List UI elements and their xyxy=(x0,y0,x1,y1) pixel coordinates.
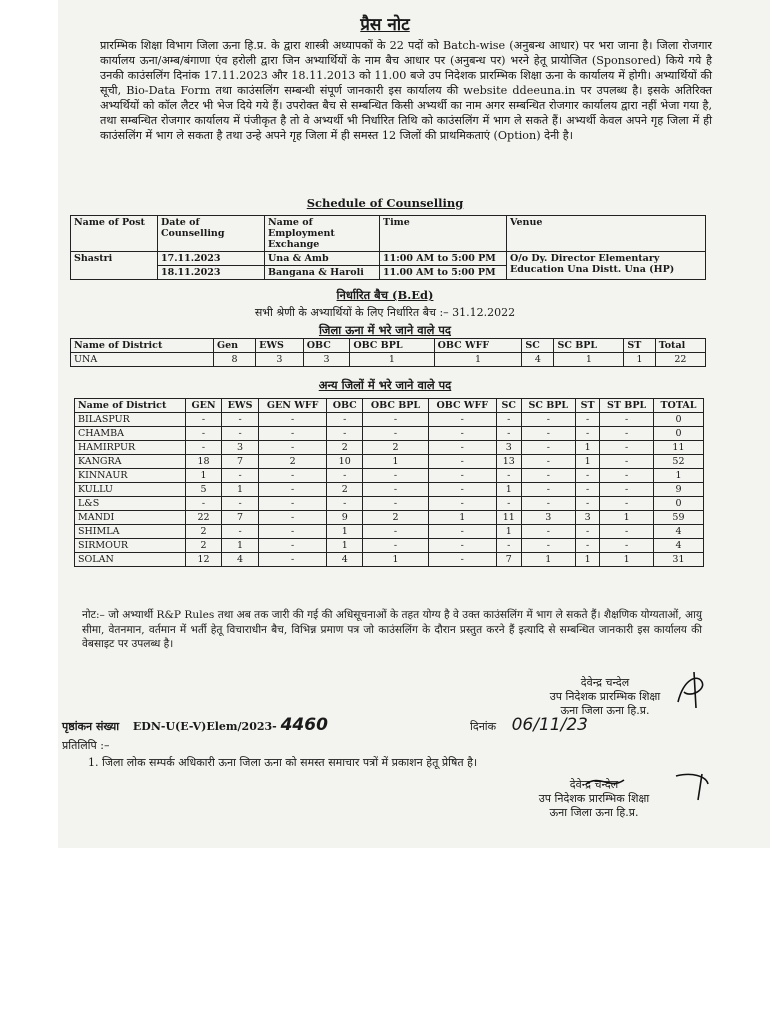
handwritten-date: 06/11/23 xyxy=(511,715,588,735)
value-cell: 2 xyxy=(363,441,428,455)
copy-label: प्रतिलिपि :– xyxy=(62,739,110,752)
value-cell: - xyxy=(521,427,575,441)
value-cell: 52 xyxy=(653,455,703,469)
district-cell: HAMIRPUR xyxy=(75,441,186,455)
header-cell: ST xyxy=(575,399,599,413)
signatory-name: देवेन्द्र चन्देल xyxy=(580,676,630,689)
table-row xyxy=(75,483,704,497)
date-label: दिनांक xyxy=(470,720,497,733)
exchange-cell: Bangana & Haroli xyxy=(265,266,380,280)
table-row xyxy=(75,497,704,511)
value-cell: - xyxy=(521,455,575,469)
table-body xyxy=(75,413,704,567)
district-cell: KANGRA xyxy=(75,455,186,469)
value-cell: - xyxy=(259,413,327,427)
value-cell: 1 xyxy=(575,455,599,469)
endorsement-date xyxy=(470,715,588,735)
signatory-designation: उप निदेशक प्रारम्भिक शिक्षा xyxy=(549,690,661,703)
value-cell: 9 xyxy=(327,511,363,525)
venue-cell: O/o Dy. Director Elementary Education Una Distt. Una (HP) xyxy=(507,252,706,280)
value-cell: - xyxy=(496,497,521,511)
value-cell: 5 xyxy=(185,483,221,497)
value-cell: - xyxy=(222,497,259,511)
district-cell: MANDI xyxy=(75,511,186,525)
note-paragraph: नोट:– जो अभ्यार्थी R&P Rules तथा अब तक जारी की गई की अधिसूचनाओं के तहत योग्य है वे उक्त काउंसलिंग में भाग ले सकते हैं। शैक्षणिक योग्यताओं, आयु सीमा, वेतनमान, वर्तमान में भर्ती हेतू विचाराधीन बैच, विभिन्न प्रमाण पत्र जो काउंसलिंग के दौरान प्रस्तुत करने हैं इत्यादि से सम्बन्धित जानकारी इस कार्यालय की वेबसाइट पर उपलब्ध है। xyxy=(82,609,702,650)
value-cell: - xyxy=(259,441,327,455)
value-cell: - xyxy=(363,525,428,539)
value-cell: 1 xyxy=(521,553,575,567)
value-cell: - xyxy=(428,427,496,441)
signature-scribble xyxy=(672,668,712,710)
header-cell: OBC BPL xyxy=(363,399,428,413)
value-cell: - xyxy=(428,539,496,553)
value-cell: - xyxy=(259,553,327,567)
batch-line: सभी श्रेणी के अभ्यार्थियों के लिए निर्धारित बैच :– 31.12.2022 xyxy=(254,306,516,319)
header-cell: Date of Counselling xyxy=(158,216,265,252)
table-row xyxy=(75,525,704,539)
schedule-heading: Schedule of Counselling xyxy=(306,196,464,210)
header-cell: Name of Employment Exchange xyxy=(265,216,380,252)
value-cell: - xyxy=(521,525,575,539)
value-cell: 1 xyxy=(624,353,655,367)
value-cell: - xyxy=(575,497,599,511)
value-cell: - xyxy=(428,455,496,469)
header-cell: SC BPL xyxy=(521,399,575,413)
district-cell: L&S xyxy=(75,497,186,511)
header-cell: OBC xyxy=(327,399,363,413)
value-cell: - xyxy=(521,441,575,455)
value-cell: - xyxy=(327,469,363,483)
value-cell: - xyxy=(521,469,575,483)
value-cell: - xyxy=(600,525,654,539)
value-cell: 3 xyxy=(222,441,259,455)
handwritten-number: 4460 xyxy=(280,715,328,735)
header-cell: GEN WFF xyxy=(259,399,327,413)
value-cell: - xyxy=(185,441,221,455)
value-cell: - xyxy=(185,497,221,511)
signatory-name: देवेन्द्र चन्देल xyxy=(569,778,619,791)
value-cell: 3 xyxy=(521,511,575,525)
header-cell: SC BPL xyxy=(554,339,624,353)
table-row xyxy=(71,353,706,367)
endorsement-line xyxy=(62,715,328,735)
table-row xyxy=(75,539,704,553)
value-cell: - xyxy=(428,525,496,539)
value-cell: 18 xyxy=(185,455,221,469)
value-cell: 2 xyxy=(259,455,327,469)
value-cell: - xyxy=(222,413,259,427)
value-cell: - xyxy=(259,427,327,441)
value-cell: 4 xyxy=(653,539,703,553)
value-cell: - xyxy=(222,525,259,539)
value-cell: 2 xyxy=(363,511,428,525)
value-cell: 22 xyxy=(185,511,221,525)
value-cell: - xyxy=(600,427,654,441)
value-cell: - xyxy=(575,427,599,441)
value-cell: 4 xyxy=(653,525,703,539)
table-row xyxy=(75,553,704,567)
value-cell: - xyxy=(327,413,363,427)
header-cell: SC xyxy=(496,399,521,413)
value-cell: 1 xyxy=(600,553,654,567)
value-cell: 1 xyxy=(363,553,428,567)
value-cell: - xyxy=(363,497,428,511)
district-cell: KULLU xyxy=(75,483,186,497)
value-cell: 4 xyxy=(327,553,363,567)
value-cell: 1 xyxy=(222,483,259,497)
value-cell: 8 xyxy=(213,353,255,367)
header-cell: Total xyxy=(655,339,705,353)
value-cell: 2 xyxy=(327,441,363,455)
value-cell: 7 xyxy=(496,553,521,567)
value-cell: 10 xyxy=(327,455,363,469)
value-cell: - xyxy=(575,483,599,497)
date-cell: 18.11.2023 xyxy=(158,266,265,280)
una-table-heading: जिला ऊना में भरे जाने वाले पद xyxy=(318,323,452,337)
value-cell: - xyxy=(259,483,327,497)
value-cell: 1 xyxy=(434,353,522,367)
value-cell: - xyxy=(600,539,654,553)
value-cell: - xyxy=(428,441,496,455)
value-cell: - xyxy=(363,539,428,553)
value-cell: 3 xyxy=(496,441,521,455)
value-cell: - xyxy=(600,413,654,427)
value-cell: - xyxy=(496,427,521,441)
header-cell: EWS xyxy=(256,339,304,353)
signatory-office: ऊना जिला ऊना हि.प्र. xyxy=(549,806,639,819)
table-row xyxy=(75,511,704,525)
value-cell: 4 xyxy=(222,553,259,567)
value-cell: - xyxy=(222,427,259,441)
value-cell: 3 xyxy=(303,353,350,367)
value-cell: - xyxy=(259,469,327,483)
value-cell: 2 xyxy=(327,483,363,497)
value-cell: - xyxy=(222,469,259,483)
value-cell: - xyxy=(259,539,327,553)
value-cell: - xyxy=(363,427,428,441)
table-row xyxy=(75,427,704,441)
batch-heading: निर्धारित बैच (B.Ed) xyxy=(336,288,434,302)
value-cell: 7 xyxy=(222,511,259,525)
value-cell: 4 xyxy=(522,353,554,367)
value-cell: 1 xyxy=(575,553,599,567)
value-cell: - xyxy=(575,525,599,539)
value-cell: - xyxy=(428,469,496,483)
district-cell: KINNAUR xyxy=(75,469,186,483)
table-row xyxy=(75,441,704,455)
value-cell: - xyxy=(496,469,521,483)
value-cell: - xyxy=(327,497,363,511)
district-cell: CHAMBA xyxy=(75,427,186,441)
value-cell: 0 xyxy=(653,413,703,427)
value-cell: 1 xyxy=(496,525,521,539)
value-cell: 1 xyxy=(185,469,221,483)
header-cell: Name of District xyxy=(75,399,186,413)
header-cell: Time xyxy=(380,216,507,252)
value-cell: - xyxy=(575,539,599,553)
table-row xyxy=(71,252,706,266)
header-cell: OBC WFF xyxy=(434,339,522,353)
value-cell: 1 xyxy=(575,441,599,455)
value-cell: - xyxy=(521,497,575,511)
signature-block-1 xyxy=(520,676,690,718)
district-cell: BILASPUR xyxy=(75,413,186,427)
other-districts-table xyxy=(74,398,704,567)
value-cell: 3 xyxy=(256,353,304,367)
value-cell: - xyxy=(185,427,221,441)
page-title: प्रैस नोट xyxy=(360,15,410,35)
value-cell: 13 xyxy=(496,455,521,469)
value-cell: 1 xyxy=(554,353,624,367)
district-cell: SHIMLA xyxy=(75,525,186,539)
value-cell: 0 xyxy=(653,427,703,441)
value-cell: - xyxy=(428,483,496,497)
district-cell: SOLAN xyxy=(75,553,186,567)
value-cell: - xyxy=(363,413,428,427)
header-cell: ST BPL xyxy=(600,399,654,413)
value-cell: - xyxy=(600,469,654,483)
value-cell: - xyxy=(259,497,327,511)
signatory-office: ऊना जिला ऊना हि.प्र. xyxy=(560,704,650,717)
header-cell: OBC WFF xyxy=(428,399,496,413)
header-cell: OBC BPL xyxy=(350,339,434,353)
table-row xyxy=(75,455,704,469)
header-cell: EWS xyxy=(222,399,259,413)
district-cell: SIRMOUR xyxy=(75,539,186,553)
value-cell: - xyxy=(521,539,575,553)
value-cell: 1 xyxy=(327,525,363,539)
value-cell: 1 xyxy=(363,455,428,469)
value-cell: - xyxy=(600,455,654,469)
table-row xyxy=(75,469,704,483)
value-cell: - xyxy=(259,511,327,525)
signature-scribble xyxy=(580,770,720,810)
value-cell: - xyxy=(575,413,599,427)
value-cell: - xyxy=(600,483,654,497)
copy-item: 1. जिला लोक सम्पर्क अधिकारी ऊना जिला ऊना को समस्त समाचार पत्रों में प्रकाशन हेतू प्रेषित है। xyxy=(88,756,478,769)
time-cell: 11:00 AM to 5:00 PM xyxy=(380,252,507,266)
value-cell: 1 xyxy=(222,539,259,553)
header-cell: Name of Post xyxy=(71,216,158,252)
value-cell: 11 xyxy=(653,441,703,455)
value-cell: - xyxy=(327,427,363,441)
other-table-heading: अन्य जिलों में भरे जाने वाले पद xyxy=(318,378,452,392)
value-cell: 2 xyxy=(185,525,221,539)
value-cell: - xyxy=(575,469,599,483)
value-cell: - xyxy=(521,483,575,497)
value-cell: - xyxy=(521,413,575,427)
value-cell: 1 xyxy=(428,511,496,525)
value-cell: 11 xyxy=(496,511,521,525)
header-cell: OBC xyxy=(303,339,350,353)
endorsement-label: पृष्ठांकन संख्या xyxy=(62,720,120,733)
value-cell: 1 xyxy=(600,511,654,525)
value-cell: - xyxy=(496,413,521,427)
value-cell: 1 xyxy=(327,539,363,553)
value-cell: 9 xyxy=(653,483,703,497)
header-cell: Name of District xyxy=(71,339,214,353)
endorsement-number: EDN-U(E-V)Elem/2023- xyxy=(132,720,277,733)
header-cell: Venue xyxy=(507,216,706,252)
district-cell: UNA xyxy=(71,353,214,367)
value-cell: 2 xyxy=(185,539,221,553)
value-cell: - xyxy=(496,539,521,553)
header-cell: SC xyxy=(522,339,554,353)
value-cell: 1 xyxy=(350,353,434,367)
value-cell: 1 xyxy=(496,483,521,497)
signatory-designation: उप निदेशक प्रारम्भिक शिक्षा xyxy=(538,792,650,805)
value-cell: - xyxy=(259,525,327,539)
header-cell: Gen xyxy=(213,339,255,353)
header-cell: ST xyxy=(624,339,655,353)
value-cell: - xyxy=(428,553,496,567)
table-header-row xyxy=(71,339,706,353)
value-cell: 1 xyxy=(653,469,703,483)
value-cell: - xyxy=(363,469,428,483)
value-cell: 7 xyxy=(222,455,259,469)
value-cell: 0 xyxy=(653,497,703,511)
table-header-row xyxy=(75,399,704,413)
una-posts-table xyxy=(70,338,706,367)
value-cell: - xyxy=(428,413,496,427)
table-row xyxy=(75,413,704,427)
value-cell: - xyxy=(363,483,428,497)
intro-paragraph: प्रारम्भिक शिक्षा विभाग जिला ऊना हि.प्र. के द्वारा शास्त्री अध्यापकों के 22 पदों को Batch-wise (अनुबन्ध आधार) पर भरा जाना है। जिला रोजगार कार्यालय ऊना/अम्ब/बंगाणा एंव हरोली द्वारा जिन अभ्यार्थियों के नाम बैच आधार पर (अनुबन्ध पर) भरने हेतू प्रायोजित (Sponsored) किये गये है उनकी काउंसलिंग दिनांक 17.11.2023 और 18.11.2013 को 11.00 बजे उप निदेशक प्रारम्भिक शिक्षा ऊना के कार्यालय में होगी। अभ्यार्थियों की सूची, Bio-Data Form तथा काउंसलिंग सम्बन्धी संपूर्ण जानकारी इस कार्यालय की website ddeeuna.in पर उपलब्ध है। इसके अतिरिक्त अभ्यर्थियों को कॉल लैटर भी भेज दिये गये हैं। उपरोक्त बैच से सम्बन्धित किसी अभ्यर्थी का नाम अगर सम्बन्धित रोजगार कार्यालय द्वारा नहीं भेजा गया है, तथा सम्बन्धित रोजगार कार्यालय में पंजीकृत है तो वे अभ्यर्थी भी निर्धारित तिथि को काउंसलिंग में भाग ले सकते हैं। अभ्यर्थी केवल अपने गृह जिला में ही काउंसलिंग में भाग ले सकता है तथा उन्हे अपने गृह जिला में ही समस्त 12 जिलों की प्राथमिकताएं (Option) देनी है। xyxy=(100,39,712,142)
header-cell: TOTAL xyxy=(653,399,703,413)
value-cell: 31 xyxy=(653,553,703,567)
time-cell: 11.00 AM to 5:00 PM xyxy=(380,266,507,280)
value-cell: - xyxy=(428,497,496,511)
header-cell: GEN xyxy=(185,399,221,413)
value-cell: 12 xyxy=(185,553,221,567)
value-cell: 22 xyxy=(655,353,705,367)
date-cell: 17.11.2023 xyxy=(158,252,265,266)
value-cell: 3 xyxy=(575,511,599,525)
value-cell: - xyxy=(600,441,654,455)
schedule-table xyxy=(70,215,706,280)
value-cell: 59 xyxy=(653,511,703,525)
value-cell: - xyxy=(185,413,221,427)
post-cell: Shastri xyxy=(71,252,158,280)
exchange-cell: Una & Amb xyxy=(265,252,380,266)
table-header-row xyxy=(71,216,706,252)
value-cell: - xyxy=(600,497,654,511)
